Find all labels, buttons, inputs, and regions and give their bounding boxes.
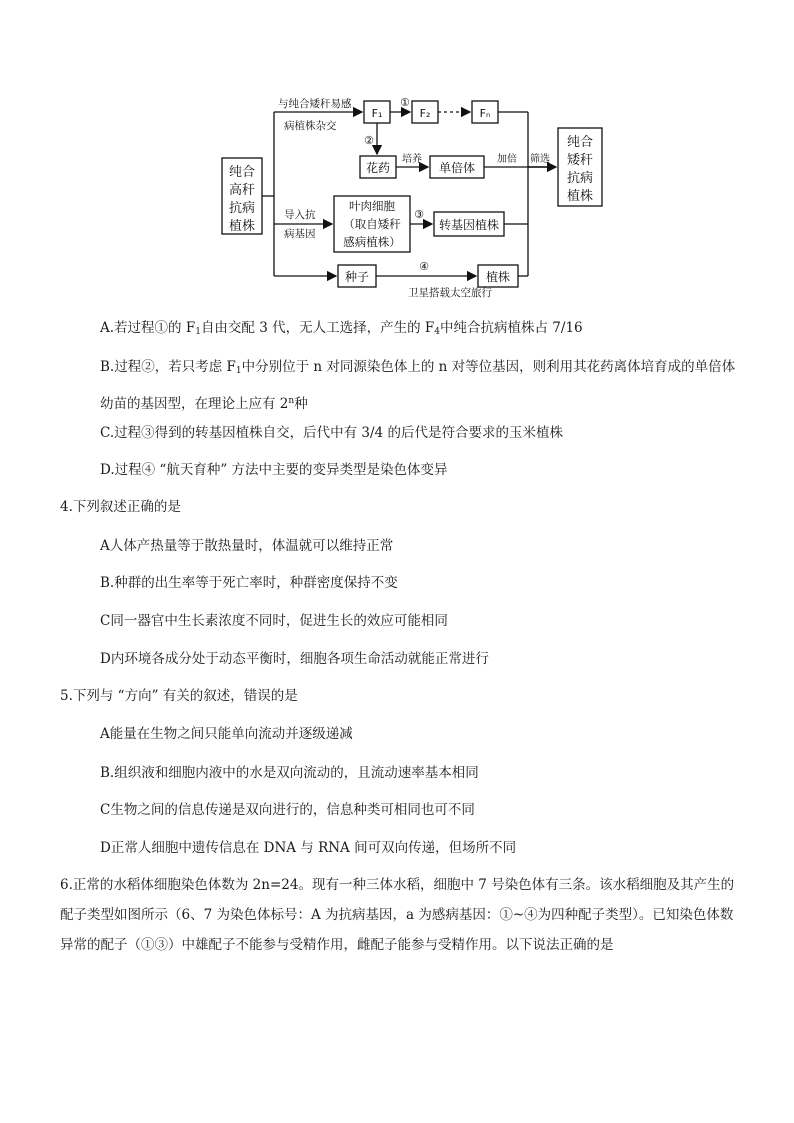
leaf-cell-2: （取自矮秆 — [343, 217, 401, 231]
end-line-2: 矮秆 — [566, 153, 594, 168]
culture-label: 培养 — [402, 154, 422, 165]
start-line-3: 抗病 — [228, 201, 256, 216]
q5-option-a: A能量在生物之间只能单向流动并逐级递减 — [100, 726, 353, 742]
q3-option-b: B.过程②，若只考虑 $F_1$中分别位于 n 对同源染色体上的 n 对等位基因，则利用其花药离体培育成的单倍体幼苗的基因型，在理论上应有 2$^n$种 — [100, 359, 736, 412]
fn-label: Fₙ — [479, 107, 491, 120]
cross-label-2: 病植株杂交 — [284, 120, 337, 132]
step1-label: ① — [400, 96, 410, 109]
seed-label: 种子 — [344, 270, 370, 284]
start-line-4: 植株 — [228, 219, 256, 234]
step2-label: ② — [364, 134, 374, 147]
plant-label: 植株 — [485, 270, 511, 284]
end-line-3: 抗病 — [566, 171, 594, 186]
anther-label: 花药 — [365, 161, 391, 175]
f2-label: F₂ — [419, 107, 431, 120]
gene-label-2: 病基因 — [284, 228, 316, 240]
f1-label: F₁ — [371, 107, 383, 120]
q4-stem: 4.下列叙述正确的是 — [60, 499, 181, 515]
q5-option-c: C生物之间的信息传递是双向进行的，信息种类可相同也可不同 — [100, 802, 475, 818]
q6-stem: 6.正常的水稻体细胞染色体数为 2n=24。现有一种三体水稻，细胞中 7 号染色体有三条。该水稻细胞及其产生的配子类型如图所示（6、7 为染色体标号：A 为抗病基因，a 为感病基因：①~④为四种配子类型）。已知染色体数异常的配子（①③）中雄配子不能参与受精作用，雌配子能参与受精作用。以下说法正确的是 — [60, 877, 735, 953]
cross-label-1: 与纯合矮秆易感 — [278, 98, 352, 110]
breeding-diagram — [218, 92, 610, 300]
end-line-1: 纯合 — [566, 135, 594, 150]
q4-option-d: D内环境各成分处于动态平衡时，细胞各项生命活动就能正常进行 — [100, 651, 489, 667]
q3-option-d: D.过程④ “航天育种” 方法中主要的变异类型是染色体变异 — [100, 462, 448, 478]
q5-option-b: B.组织液和细胞内液中的水是双向流动的，且流动速率基本相同 — [100, 765, 479, 781]
q3-option-a: A.若过程①的 $F_1$自由交配 3 代，无人工选择，产生的 $F_4$中纯合抗病植株占 7/16 — [100, 320, 583, 337]
leaf-cell-1: 叶肉细胞 — [349, 199, 395, 213]
q4-option-b: B.种群的出生率等于死亡率时，种群密度保持不变 — [100, 575, 398, 591]
transgenic-label: 转基因植株 — [438, 218, 500, 232]
q4-option-c: C同一器官中生长素浓度不同时，促进生长的效应可能相同 — [100, 613, 448, 629]
q4-option-a: A人体产热量等于散热量时，体温就可以维持正常 — [100, 538, 394, 554]
step3-label: ③ — [414, 208, 424, 221]
step4-label: ④ — [419, 260, 429, 273]
leaf-cell-3: 感病植株） — [343, 235, 401, 249]
start-line-2: 高秆 — [228, 183, 256, 198]
screening-label: 筛选 — [530, 154, 550, 165]
end-line-4: 植株 — [566, 189, 594, 204]
space-label: 卫星搭载太空旅行 — [408, 287, 492, 299]
q3-option-c: C.过程③得到的转基因植株自交，后代中有 3/4 的后代是符合要求的玉米植株 — [100, 425, 563, 441]
q5-option-d: D正常人细胞中遗传信息在 DNA 与 RNA 间可双向传递，但场所不同 — [100, 840, 517, 856]
start-line-1: 纯合 — [228, 165, 256, 180]
haploid-label: 单倍体 — [438, 161, 476, 175]
gene-label-1: 导入抗 — [284, 209, 316, 221]
breeding-diagram-svg — [218, 92, 610, 300]
doubling-label: 加倍 — [497, 154, 517, 165]
q5-stem: 5.下列与 “方向” 有关的叙述，错误的是 — [60, 688, 298, 704]
